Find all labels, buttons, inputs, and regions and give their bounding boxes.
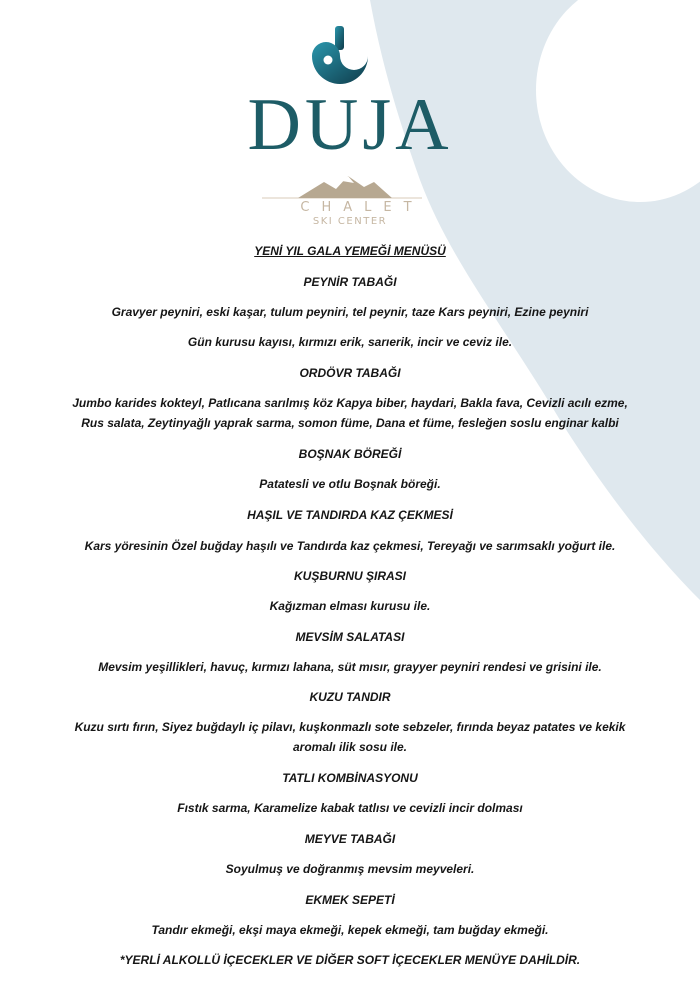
menu-item-line: Tandır ekmeği, ekşi maya ekmeği, kepek ekmeği, tam buğday ekmeği.	[151, 923, 549, 937]
menu-item-line: Fıstık sarma, Karamelize kabak tatlısı ve cevizli incir dolması	[177, 801, 523, 815]
brand-subtitle-ski-center: SKI CENTER	[312, 216, 388, 227]
mountain-emblem-icon	[262, 174, 422, 200]
menu-item-line: Kars yöresinin Özel buğday haşılı ve Tandırda kaz çekmesi, Tereyağı ve sarımsaklı yoğurt ile.	[84, 539, 616, 553]
menu-item-line: Rus salata, Zeytinyağlı yaprak sarma, somon füme, Dana et füme, fesleğen soslu enginar kalbi	[81, 416, 619, 430]
brand-name: DUJA	[247, 84, 453, 166]
section-heading: KUŞBURNU ŞIRASI	[293, 569, 406, 583]
duja-swirl-logo-icon	[306, 24, 374, 88]
footer-note: *YERLİ ALKOLLÜ İÇECEKLER VE DİĞER SOFT İÇECEKLER MENÜYE DAHİLDİR.	[119, 953, 581, 967]
menu-item-line: Gravyer peyniri, eski kaşar, tulum peyniri, tel peynir, taze Kars peyniri, Ezine peyniri	[111, 305, 589, 319]
section-heading: HAŞIL VE TANDIRDA KAZ ÇEKMESİ	[247, 508, 453, 522]
menu-item-line: Jumbo karides kokteyl, Patlıcana sarılmış köz Kapya biber, haydari, Bakla fava, Cevizli acılı ezme,	[72, 396, 628, 410]
menu-item-line: Mevsim yeşillikleri, havuç, kırmızı lahana, süt mısır, grayyer peyniri rendesi ve grisini ile.	[98, 660, 602, 674]
section-heading: KUZU TANDIR	[309, 690, 391, 704]
section-heading: MEVSİM SALATASI	[295, 630, 405, 644]
brand-subtitle-chalet: CHALET	[300, 200, 424, 215]
menu-item-line: Kuzu sırtı fırın, Siyez buğdaylı iç pilavı, kuşkonmazlı sote sebzeler, fırında beyaz patates ve kekik	[74, 720, 626, 734]
section-heading: MEYVE TABAĞI	[304, 832, 396, 846]
section-heading: TATLI KOMBİNASYONU	[282, 771, 418, 785]
menu-item-line: Kağızman elması kurusu ile.	[269, 599, 431, 613]
section-heading: BOŞNAK BÖREĞİ	[298, 447, 402, 461]
menu-title: YENİ YIL GALA YEMEĞİ MENÜSÜ	[254, 244, 446, 258]
section-heading: PEYNİR TABAĞI	[303, 275, 397, 289]
section-heading: ORDÖVR TABAĞI	[299, 366, 401, 380]
menu-item-line: Soyulmuş ve doğranmış mevsim meyveleri.	[225, 862, 475, 876]
menu-item-line: Patatesli ve otlu Boşnak böreği.	[259, 477, 441, 491]
menu-item-line: Gün kurusu kayısı, kırmızı erik, sarıerik, incir ve ceviz ile.	[187, 335, 513, 349]
menu-item-line: aromalı ilik sosu ile.	[292, 740, 408, 754]
section-heading: EKMEK SEPETİ	[305, 893, 395, 907]
